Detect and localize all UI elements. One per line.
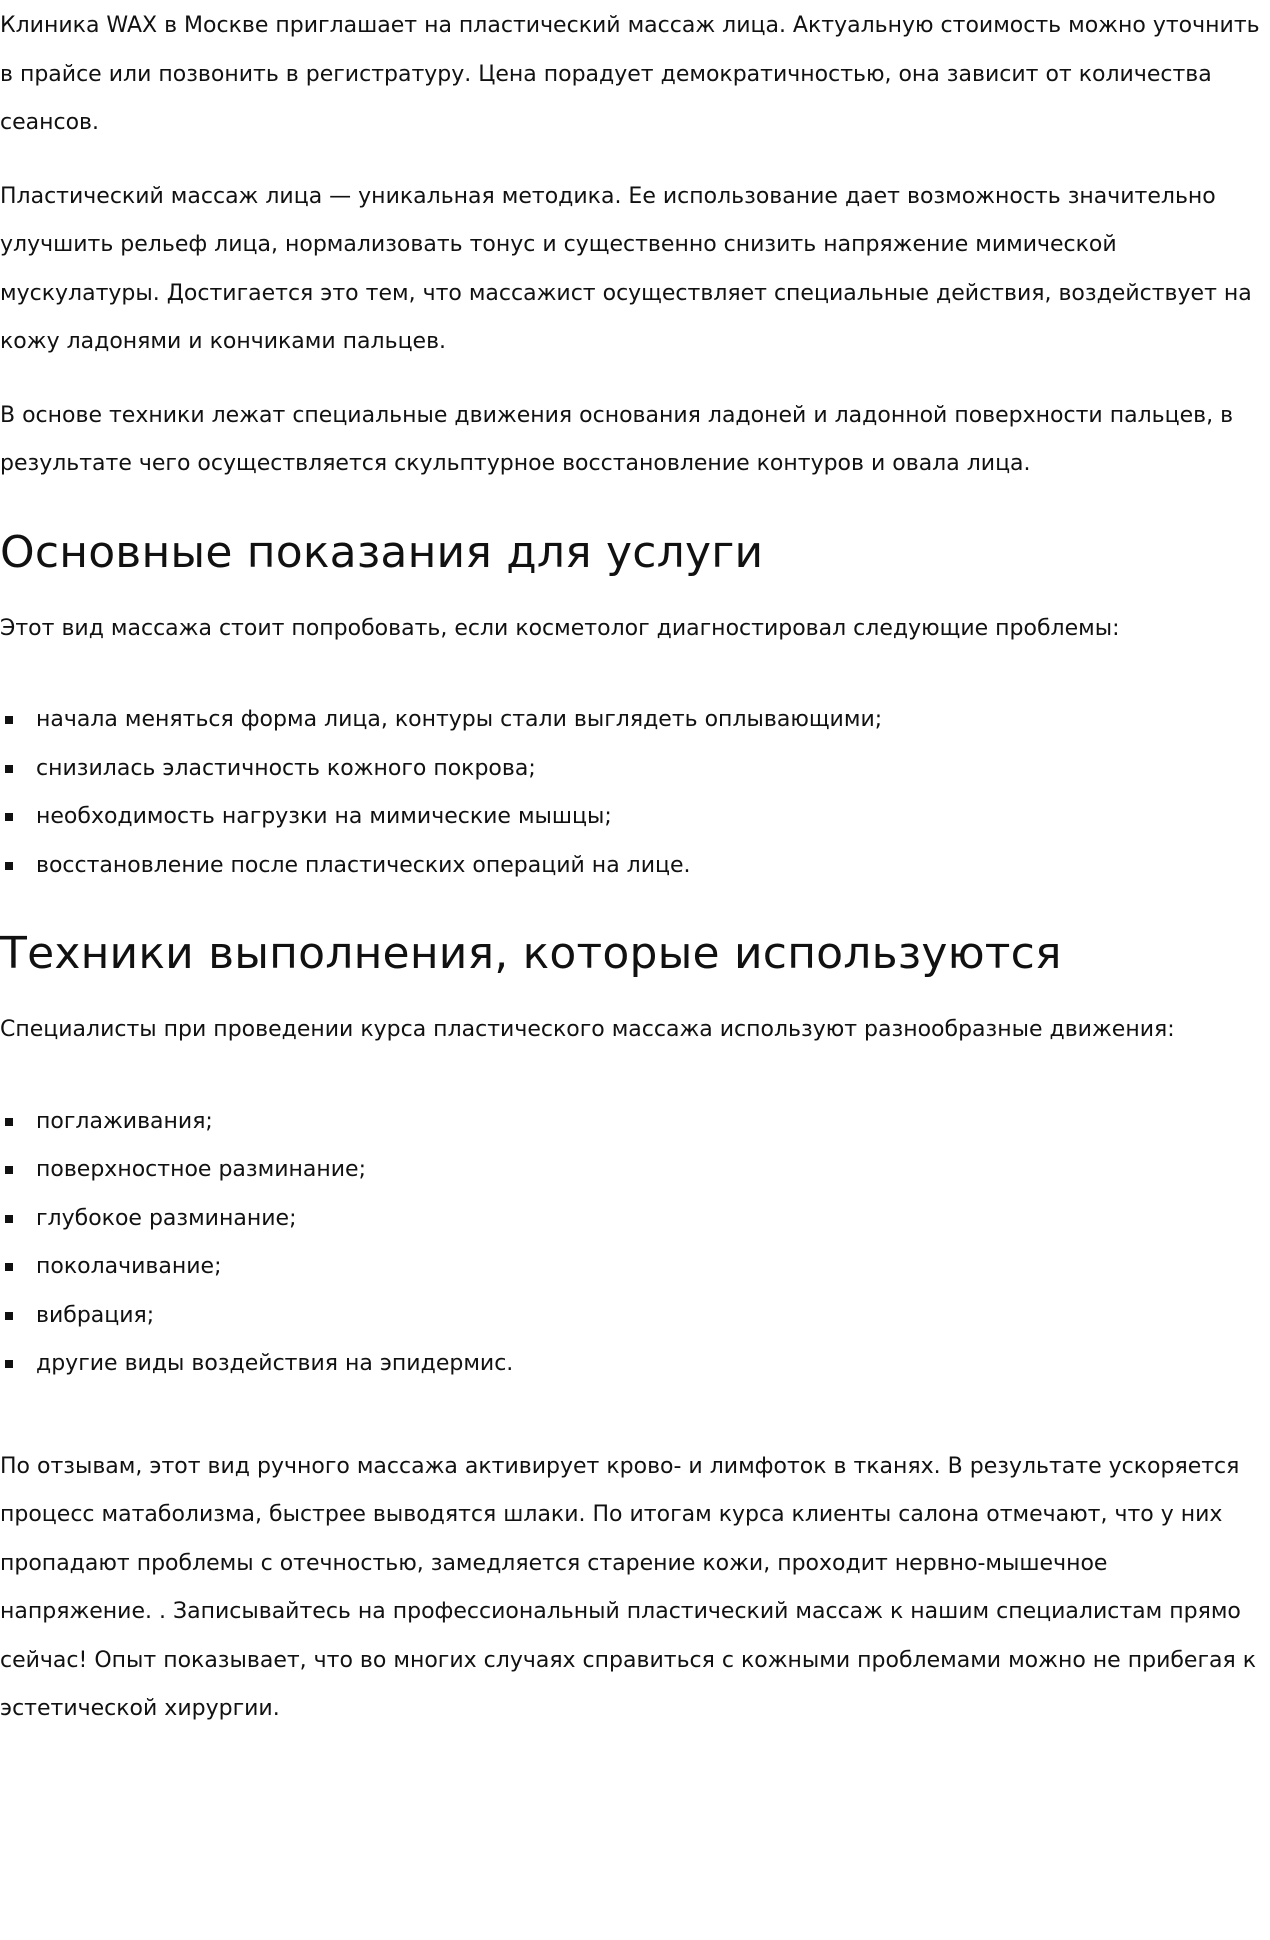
indications-heading: Основные показания для услуги xyxy=(0,526,764,578)
list-item: необходимость нагрузки на мимические мышцы; xyxy=(0,793,1270,842)
list-item: поколачивание; xyxy=(0,1243,1270,1292)
list-item: глубокое разминание; xyxy=(0,1195,1270,1244)
list-item: снизилась эластичность кожного покрова; xyxy=(0,745,1270,794)
techniques-lead: Специалисты при проведении курса пластического массажа используют разнообразные движения: xyxy=(0,1017,1175,1042)
indications-lead: Этот вид массажа стоит попробовать, если косметолог диагностировал следующие проблемы: xyxy=(0,615,1120,641)
techniques-list xyxy=(0,1098,1270,1389)
list-item: поглаживания; xyxy=(0,1098,1270,1147)
intro-paragraph-pricing: Клиника WAX в Москве приглашает на пластический массаж лица. Актуальную стоимость можно уточнить в прайсе или позвонить в регистратуру. Цена порадует демократичностью, она зависит от количества сеансов. xyxy=(0,13,1260,135)
closing-paragraph: По отзывам, этот вид ручного массажа активирует крово- и лимфоток в тканях. В результате ускоряется процесс матаболизма, быстрее выводятся шлаки. По итогам курса клиенты салона отмечают, что у них пропадают проблемы с отечностью, замедляется старение кожи, проходит нервно-мышечное напряжение. . Записывайтесь на профессиональный пластический массаж к нашим специалистам прямо сейчас! Опыт показывает, что во многих случаях справиться с кожными проблемами можно не прибегая к эстетической хирургии. xyxy=(0,1453,1257,1721)
indications-list xyxy=(0,696,1270,890)
list-item: начала меняться форма лица, контуры стали выглядеть оплывающими; xyxy=(0,696,1270,745)
intro-paragraph-technique: В основе техники лежат специальные движения основания ладоней и ладонной поверхности пальцев, в результате чего осуществляется скульптурное восстановление контуров и овала лица. xyxy=(0,402,1234,476)
list-item: вибрация; xyxy=(0,1292,1270,1341)
intro-paragraph-method: Пластический массаж лица — уникальная методика. Ее использование дает возможность значительно улучшить рельеф лица, нормализовать тонус и существенно снизить напряжение мимической мускулатуры. Достигается это тем, что массажист осуществляет специальные действия, воздействует на кожу ладонями и кончиками пальцев. xyxy=(0,183,1252,354)
techniques-heading: Техники выполнения, которые используются xyxy=(0,928,1062,979)
list-item: поверхностное разминание; xyxy=(0,1146,1270,1195)
list-item: другие виды воздействия на эпидермис. xyxy=(0,1340,1270,1389)
list-item: восстановление после пластических операций на лице. xyxy=(0,842,1270,891)
